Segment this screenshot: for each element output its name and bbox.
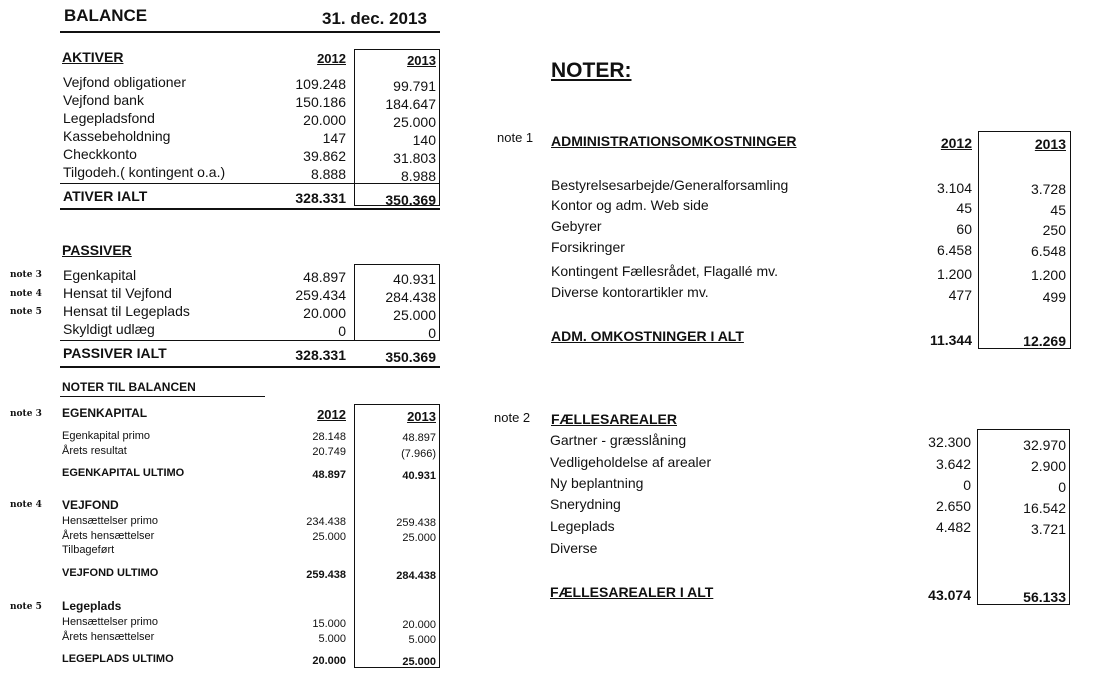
list-item: Hensat til Legeplads <box>63 303 190 319</box>
value-2012: 0 <box>338 323 346 339</box>
value-2012: 259.434 <box>295 287 346 303</box>
list-item: Skyldigt udlæg <box>63 321 155 337</box>
list-item: Vejfond bank <box>63 92 144 108</box>
noter-balance-year-2012: 2012 <box>317 407 346 422</box>
value-2013: 25.000 <box>393 307 436 323</box>
list-item: Kassebeholdning <box>63 128 171 144</box>
admin-heading: ADMINISTRATIONSOMKOSTNINGER <box>551 133 797 149</box>
value-2012: 60 <box>956 221 972 237</box>
value-2013: 16.542 <box>1023 500 1066 516</box>
value-2013: 1.200 <box>1030 267 1066 283</box>
value-2013: 3.728 <box>1030 181 1066 197</box>
vejfond-total-label: VEJFOND ULTIMO <box>62 567 159 579</box>
passiver-subtotal-rule <box>60 340 440 341</box>
value-2012: 5.000 <box>318 633 346 645</box>
passiver-total-label: PASSIVER IALT <box>63 345 167 361</box>
value-2012: 4.482 <box>935 519 971 535</box>
list-item: Årets hensættelser <box>62 631 155 643</box>
faelles-total-2013: 56.133 <box>1023 589 1066 605</box>
aktiver-year-2012: 2012 <box>317 51 346 66</box>
value-2012: 147 <box>322 130 346 146</box>
note-ref: note 3 <box>10 270 42 280</box>
legeplads-total-2013: 25.000 <box>402 656 436 668</box>
note-ref: note 4 <box>10 500 42 510</box>
faelles-heading: FÆLLESAREALER <box>551 411 677 427</box>
legeplads-total-2012: 20.000 <box>312 655 346 667</box>
title-rule <box>60 31 440 33</box>
aktiver-year-2013: 2013 <box>407 53 436 68</box>
value-2013: 25.000 <box>393 114 436 130</box>
noter-balance-year-2013: 2013 <box>407 409 436 424</box>
list-item: Hensættelser primo <box>62 616 158 628</box>
passiver-total-2013: 350.369 <box>385 349 436 365</box>
egenkapital-total-2013: 40.931 <box>402 470 436 482</box>
value-2012: 234.438 <box>306 516 346 528</box>
list-item: Diverse <box>550 540 598 556</box>
value-2013: 48.897 <box>402 432 436 444</box>
value-2013: 184.647 <box>385 96 436 112</box>
faelles-note-ref: note 2 <box>494 410 531 425</box>
value-2012: 109.248 <box>295 76 346 92</box>
faelles-2013-box <box>977 429 1070 605</box>
value-2013: 2.900 <box>1030 458 1066 474</box>
aktiver-total-2012: 328.331 <box>295 190 346 206</box>
value-2013: 8.988 <box>400 168 436 184</box>
value-2013: 99.791 <box>393 78 436 94</box>
value-2013: 259.438 <box>396 517 436 529</box>
value-2012: 8.888 <box>310 166 346 182</box>
passiver-total-rule <box>60 366 440 368</box>
value-2013: 284.438 <box>385 289 436 305</box>
admin-2013-box <box>978 131 1071 349</box>
note-ref: note 5 <box>10 602 42 612</box>
list-item: Vejfond obligationer <box>63 74 186 90</box>
value-2013: 20.000 <box>402 619 436 631</box>
list-item: Checkkonto <box>63 146 137 162</box>
value-2013: 499 <box>1042 289 1066 305</box>
list-item: Tilbageført <box>62 544 115 556</box>
value-2013: 0 <box>428 325 436 341</box>
list-item: Egenkapital primo <box>62 430 151 442</box>
admin-total-2012: 11.344 <box>929 332 972 348</box>
value-2012: 48.897 <box>303 269 346 285</box>
egenkapital-total-label: EGENKAPITAL ULTIMO <box>62 467 185 479</box>
value-2013: 45 <box>1050 202 1066 218</box>
noter-balance-rule <box>60 396 265 397</box>
faelles-total-label: FÆLLESAREALER I ALT <box>550 584 714 600</box>
list-item: Gartner - græsslåning <box>550 432 687 448</box>
value-2013: 3.721 <box>1030 521 1066 537</box>
balance-date: 31. dec. 2013 <box>322 9 427 28</box>
vejfond-total-2013: 284.438 <box>396 570 436 582</box>
value-2012: 39.862 <box>303 148 346 164</box>
note-ref: note 4 <box>10 289 42 299</box>
value-2013: 250 <box>1042 222 1066 238</box>
list-item: Kontingent Fællesrådet, Flagallé mv. <box>551 263 778 279</box>
list-item: Egenkapital <box>63 267 137 283</box>
value-2012: 28.148 <box>312 431 346 443</box>
value-2013: 5.000 <box>408 634 436 646</box>
note-ref: note 3 <box>10 409 42 419</box>
value-2013: 0 <box>1058 479 1066 495</box>
egenkapital-total-2012: 48.897 <box>312 469 346 481</box>
aktiver-total-rule <box>60 208 440 210</box>
aktiver-total-label: ATIVER IALT <box>63 188 148 204</box>
value-2012: 20.749 <box>312 446 346 458</box>
value-2012: 0 <box>963 477 971 493</box>
list-item: Årets resultat <box>62 445 127 457</box>
value-2012: 2.650 <box>935 498 971 514</box>
value-2012: 6.458 <box>936 242 972 258</box>
list-item: Bestyrelsesarbejde/Generalforsamling <box>551 177 789 193</box>
aktiver-subtotal-rule <box>60 183 440 184</box>
value-2012: 3.104 <box>936 180 972 196</box>
faelles-total-2012: 43.074 <box>928 587 971 603</box>
list-item: Hensat til Vejfond <box>63 285 172 301</box>
list-item: Snerydning <box>550 496 621 512</box>
list-item: Legepladsfond <box>63 110 155 126</box>
admin-year-2013: 2013 <box>1034 136 1066 152</box>
admin-note-ref: note 1 <box>497 130 534 145</box>
value-2012: 20.000 <box>303 305 346 321</box>
list-item: Årets hensættelser <box>62 530 155 542</box>
note-ref: note 5 <box>10 307 42 317</box>
admin-total-2013: 12.269 <box>1023 333 1066 349</box>
list-item: Legeplads <box>550 518 615 534</box>
balance-title: BALANCE <box>64 6 148 25</box>
value-2013: 25.000 <box>402 532 436 544</box>
value-2013: 40.931 <box>393 271 436 287</box>
value-2013: (7.966) <box>401 448 436 460</box>
value-2012: 1.200 <box>936 266 972 282</box>
value-2012: 15.000 <box>312 618 346 630</box>
value-2013: 32.970 <box>1023 437 1066 453</box>
value-2012: 25.000 <box>312 531 346 543</box>
passiver-total-2012: 328.331 <box>295 347 346 363</box>
list-item: Ny beplantning <box>550 475 644 491</box>
aktiver-heading: AKTIVER <box>62 49 124 65</box>
value-2013: 140 <box>412 132 436 148</box>
passiver-heading: PASSIVER <box>62 242 132 258</box>
admin-year-2012: 2012 <box>940 135 972 151</box>
list-item: Diverse kontorartikler mv. <box>551 284 709 300</box>
list-item: Gebyrer <box>551 218 602 234</box>
list-item: Tilgodeh.( kontingent o.a.) <box>63 164 226 180</box>
noter-balance-heading: NOTER TIL BALANCEN <box>62 380 196 394</box>
admin-total-label: ADM. OMKOSTNINGER I ALT <box>551 328 744 344</box>
vejfond-total-2012: 259.438 <box>306 569 346 581</box>
legeplads-total-label: LEGEPLADS ULTIMO <box>62 653 174 665</box>
value-2013: 31.803 <box>393 150 436 166</box>
noter-title: NOTER: <box>551 59 632 82</box>
value-2012: 477 <box>948 287 972 303</box>
list-item: Forsikringer <box>551 239 625 255</box>
legeplads-heading: Legeplads <box>62 599 122 613</box>
value-2012: 3.642 <box>935 456 971 472</box>
list-item: Vedligeholdelse af arealer <box>550 454 712 470</box>
value-2012: 150.186 <box>295 94 346 110</box>
list-item: Hensættelser primo <box>62 515 158 527</box>
value-2012: 20.000 <box>303 112 346 128</box>
value-2013: 6.548 <box>1030 243 1066 259</box>
value-2012: 45 <box>956 200 972 216</box>
value-2012: 32.300 <box>928 434 971 450</box>
list-item: Kontor og adm. Web side <box>551 197 709 213</box>
egenkapital-heading: EGENKAPITAL <box>62 406 148 420</box>
aktiver-total-2013: 350.369 <box>385 192 436 208</box>
vejfond-heading: VEJFOND <box>62 498 119 512</box>
